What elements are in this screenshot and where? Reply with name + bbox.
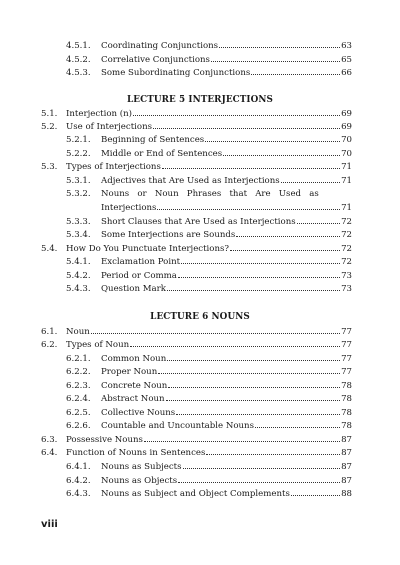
entry-title: Middle or End of Sentences — [101, 149, 223, 159]
leader-dots — [133, 115, 340, 116]
leader-dots — [167, 360, 340, 361]
entry-page: 78 — [341, 394, 352, 404]
entry-title: Use of Interjections — [66, 122, 153, 132]
toc-entry[interactable] — [66, 148, 352, 160]
entry-number: 6.2.5. — [66, 408, 91, 418]
entry-title: Common Noun — [101, 354, 167, 364]
toc-entry[interactable] — [66, 475, 352, 487]
entry-title: Nouns as Objects — [101, 476, 178, 486]
leader-dots — [178, 482, 340, 483]
entry-number: 5.3.1. — [66, 176, 91, 186]
toc-entry[interactable] — [41, 339, 352, 351]
entry-page: 72 — [341, 257, 352, 267]
toc-entry[interactable] — [66, 488, 352, 500]
leader-dots — [162, 168, 340, 169]
entry-page: 71 — [341, 162, 352, 172]
entry-number: 6.4.1. — [66, 462, 91, 472]
entry-number: 4.5.2. — [66, 55, 91, 65]
toc-entry[interactable] — [66, 420, 352, 432]
entry-number: 6.2. — [41, 340, 58, 350]
toc-entry[interactable] — [66, 407, 352, 419]
leader-dots — [281, 182, 340, 183]
leader-dots — [236, 236, 340, 237]
entry-number: 5.3. — [41, 162, 58, 172]
toc-entry[interactable] — [66, 188, 352, 200]
entry-title: Nouns or Noun Phrases that Are Used as — [101, 189, 319, 199]
entry-title: Types of Interjections — [66, 162, 161, 172]
toc-entry[interactable] — [66, 54, 352, 66]
page-number: viii — [41, 519, 58, 530]
toc-entry[interactable] — [41, 243, 352, 255]
leader-dots — [144, 441, 340, 442]
entry-page: 87 — [341, 476, 352, 486]
toc-entry[interactable] — [66, 283, 352, 295]
toc-entry[interactable] — [66, 134, 352, 146]
lecture-heading: LECTURE 6 NOUNS — [150, 312, 250, 322]
leader-dots — [206, 454, 340, 455]
entry-number: 4.5.3. — [66, 68, 91, 78]
entry-number: 5.4. — [41, 244, 58, 254]
toc-entry[interactable] — [66, 270, 352, 282]
entry-title: Proper Noun — [101, 367, 158, 377]
entry-title: Coordinating Conjunctions — [101, 41, 219, 51]
entry-page: 71 — [341, 176, 352, 186]
entry-page: 77 — [341, 340, 352, 350]
toc-entry[interactable] — [41, 108, 352, 120]
leader-dots — [211, 61, 340, 62]
entry-title: Interjection (n) — [66, 109, 133, 119]
leader-dots — [130, 346, 340, 347]
toc-entry[interactable] — [66, 380, 352, 392]
toc-entry[interactable] — [66, 175, 352, 187]
leader-dots — [181, 263, 340, 264]
entry-page: 87 — [341, 435, 352, 445]
entry-title: Exclamation Point — [101, 257, 181, 267]
entry-title: Abstract Noun — [101, 394, 165, 404]
toc-entry-continuation[interactable] — [101, 202, 352, 214]
entry-title: Short Clauses that Are Used as Interjections — [101, 217, 296, 227]
entry-page: 78 — [341, 408, 352, 418]
entry-page: 63 — [341, 41, 352, 51]
toc-entry[interactable] — [41, 121, 352, 133]
toc-entry[interactable] — [41, 326, 352, 338]
entry-title: Countable and Uncountable Nouns — [101, 421, 255, 431]
entry-page: 72 — [341, 230, 352, 240]
leader-dots — [251, 74, 340, 75]
entry-title: Noun — [66, 327, 90, 337]
entry-page: 77 — [341, 354, 352, 364]
entry-number: 6.2.4. — [66, 394, 91, 404]
leader-dots — [168, 387, 340, 388]
entry-title: Some Subordinating Conjunctions — [101, 68, 251, 78]
entry-title: Some Interjections are Sounds — [101, 230, 236, 240]
leader-dots — [176, 414, 340, 415]
entry-number: 5.4.1. — [66, 257, 91, 267]
entry-number: 6.2.2. — [66, 367, 91, 377]
toc-entry[interactable] — [66, 229, 352, 241]
entry-page: 78 — [341, 381, 352, 391]
entry-title: Collective Nouns — [101, 408, 176, 418]
toc-entry[interactable] — [66, 67, 352, 79]
entry-page: 88 — [341, 489, 352, 499]
entry-title-continued: Interjections — [101, 203, 157, 213]
entry-title: Question Mark — [101, 284, 166, 294]
lecture-heading: LECTURE 5 INTERJECTIONS — [127, 95, 273, 105]
leader-dots — [153, 128, 340, 129]
entry-number: 5.4.3. — [66, 284, 91, 294]
entry-page: 69 — [341, 109, 352, 119]
entry-title: Nouns as Subject and Object Complements — [101, 489, 290, 499]
entry-number: 5.2. — [41, 122, 58, 132]
entry-number: 5.3.2. — [66, 189, 91, 199]
entry-title: Possessive Nouns — [66, 435, 143, 445]
entry-page: 73 — [341, 271, 352, 281]
entry-title: How Do You Punctuate Interjections? — [66, 244, 230, 254]
toc-entry[interactable] — [41, 434, 352, 446]
entry-title: Nouns as Subjects — [101, 462, 182, 472]
entry-number: 5.2.2. — [66, 149, 91, 159]
toc-entry[interactable] — [66, 353, 352, 365]
entry-number: 6.2.1. — [66, 354, 91, 364]
entry-page: 70 — [341, 135, 352, 145]
entry-title: Concrete Noun — [101, 381, 168, 391]
entry-page: 65 — [341, 55, 352, 65]
entry-page: 87 — [341, 448, 352, 458]
leader-dots — [219, 47, 340, 48]
entry-title: Period or Comma — [101, 271, 177, 281]
entry-page: 72 — [341, 244, 352, 254]
leader-dots — [291, 495, 340, 496]
entry-number: 5.4.2. — [66, 271, 91, 281]
entry-page: 77 — [341, 327, 352, 337]
entry-number: 4.5.1. — [66, 41, 91, 51]
entry-number: 5.3.4. — [66, 230, 91, 240]
toc-entry[interactable] — [66, 366, 352, 378]
toc-entry[interactable] — [66, 216, 352, 228]
entry-page: 70 — [341, 149, 352, 159]
entry-title: Function of Nouns in Sentences — [66, 448, 206, 458]
entry-title: Correlative Conjunctions — [101, 55, 210, 65]
entry-number: 6.2.6. — [66, 421, 91, 431]
leader-dots — [255, 427, 340, 428]
entry-number: 6.4. — [41, 448, 58, 458]
entry-title: Adjectives that Are Used as Interjections — [101, 176, 280, 186]
entry-page: 69 — [341, 122, 352, 132]
entry-number: 5.2.1. — [66, 135, 91, 145]
leader-dots — [230, 250, 340, 251]
entry-number: 6.4.2. — [66, 476, 91, 486]
toc-entry[interactable] — [41, 447, 352, 459]
toc-entry[interactable] — [66, 461, 352, 473]
leader-dots — [178, 277, 340, 278]
leader-dots — [183, 468, 341, 469]
entry-page: 77 — [341, 367, 352, 377]
entry-page: 66 — [341, 68, 352, 78]
leader-dots — [166, 400, 340, 401]
entry-number: 6.3. — [41, 435, 58, 445]
entry-page: 78 — [341, 421, 352, 431]
toc-entry[interactable] — [66, 256, 352, 268]
leader-dots — [223, 155, 340, 156]
entry-title: Beginning of Sentences — [101, 135, 205, 145]
entry-page: 72 — [341, 217, 352, 227]
entry-page: 87 — [341, 462, 352, 472]
toc-entry[interactable] — [66, 393, 352, 405]
entry-title: Types of Noun — [66, 340, 130, 350]
entry-number: 6.4.3. — [66, 489, 91, 499]
entry-page: 73 — [341, 284, 352, 294]
toc-entry[interactable] — [41, 161, 352, 173]
leader-dots — [297, 223, 340, 224]
leader-dots — [167, 290, 340, 291]
entry-number: 6.1. — [41, 327, 58, 337]
leader-dots — [205, 141, 340, 142]
entry-number: 5.1. — [41, 109, 58, 119]
toc-entry[interactable] — [66, 40, 352, 52]
entry-number: 5.3.3. — [66, 217, 91, 227]
leader-dots — [157, 209, 340, 210]
entry-page: 71 — [341, 203, 352, 213]
entry-number: 6.2.3. — [66, 381, 91, 391]
leader-dots — [91, 333, 340, 334]
leader-dots — [158, 373, 340, 374]
